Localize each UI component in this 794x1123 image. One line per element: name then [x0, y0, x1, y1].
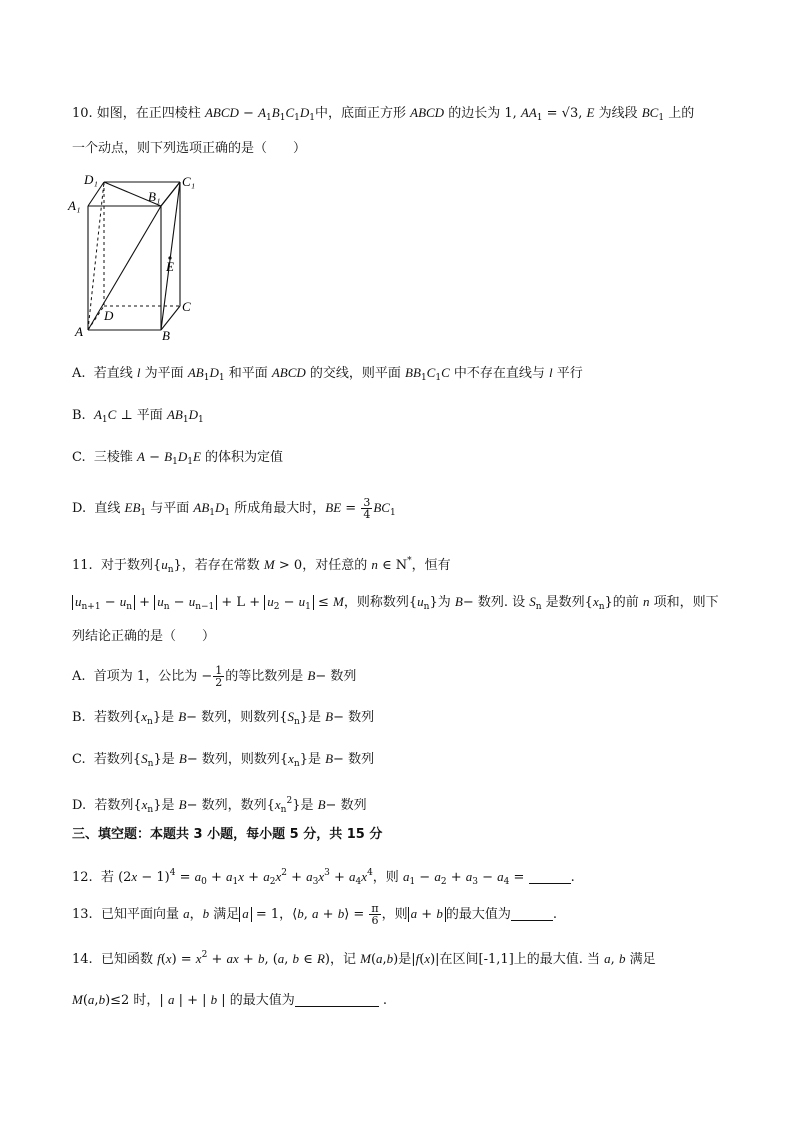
prism-figure: [64, 170, 204, 345]
q11-option-d: D. 若数列$\{x_n\}$是 B− 数列，数列$\{x_n^2\}$是 B− 数列: [72, 796, 367, 815]
label-d: D: [104, 308, 114, 323]
label-c: C: [182, 299, 191, 314]
q14-line1: 14. 已知函数 $f(x) = x^2$ + ax + b, (a, b ∈ R)，记 M(a,b)是|f(x)|在区间[-1,1]上的最大值. 当 a, b 满足: [72, 950, 656, 967]
q10-option-d: D. 直线 $EB_1$ 与平面 $AB_1D_1$ 所成角最大时，BE = $\frac{3}{4}$ $BC_1$: [72, 496, 396, 521]
q11-stem-line2: $u_{n+1} - u_n + u_n - u_{n-1} + L + u_2 - u_1 \le M$，则称数列$\{u_n\}$为 B− 数列. 设 $S_n$ 是数列$\{x_n\}$的前 n 项和，则下: [72, 592, 719, 617]
q14-line2: M(a,b)≤2 时，| a | + | b | 的最大值为 .: [72, 992, 388, 1008]
q11-option-c: C. 若数列$\{S_n\}$是 B− 数列，则数列$\{x_n\}$是 B− 数列: [72, 751, 375, 769]
section-3-heading: 三、填空题：本题共 3 小题，每小题 5 分，共 15 分: [72, 827, 383, 842]
q13-answer-blank[interactable]: [511, 906, 553, 921]
q12-answer-blank[interactable]: [529, 869, 571, 884]
label-e: E: [166, 259, 174, 274]
q10-option-b: B. $A_1C$ ⊥ 平面 $AB_1D_1$: [72, 407, 204, 425]
label-c1: C₁: [182, 174, 196, 189]
label-d1: D₁: [84, 172, 98, 187]
label-b: B: [162, 328, 170, 343]
q11-option-a: A. 首项为 1，公比为 − $\frac{1}{2}$ 的等比数列是 B− 数列: [72, 664, 357, 689]
q13: 13. 已知平面向量 a，b 满足 a = 1，⟨b, a + b⟩ = $\frac{\pi}{6}$ ，则 a + b 的最大值为 .: [72, 902, 557, 927]
q10-stem-line2: 一个动点，则下列选项正确的是（ ）: [72, 141, 307, 156]
q11-stem-line3: 列结论正确的是（ ）: [72, 629, 216, 644]
label-a1: A₁: [68, 198, 81, 213]
label-a: A: [75, 324, 83, 339]
q11-option-b: B. 若数列$\{x_n\}$是 B− 数列，则数列$\{S_n\}$是 B− 数列: [72, 709, 375, 727]
q10-stem-line1: 10. 如图，在正四棱柱 ABCD − $A_1B_1C_1D_1$中，底面正方形 ABCD 的边长为 1, $AA_1 = √3$, E 为线段 $BC_1$ 上的: [72, 105, 695, 123]
q14-answer-blank[interactable]: [295, 992, 379, 1007]
q12: 12. 若 $(2x - 1)^4 = a_0 + a_1x + a_2x^2 + a_3x^3 + a_4x^4$，则 $a_1 - a_2 + a_3 - a_4$ = .: [72, 868, 575, 887]
label-b1: B₁: [148, 189, 161, 204]
q10-option-a: A. 若直线 l 为平面 $AB_1D_1$ 和平面 ABCD 的交线，则平面 $BB_1C_1C$ 中不存在直线与 l 平行: [72, 365, 583, 383]
q11-stem-line1: 11. 对于数列$\{u_n\}$，若存在常数 M > 0，对任意的 n ∈ N*，恒有: [72, 556, 451, 575]
q10-option-c: C. 三棱锥 $A - B_1D_1E$ 的体积为定值: [72, 449, 284, 467]
